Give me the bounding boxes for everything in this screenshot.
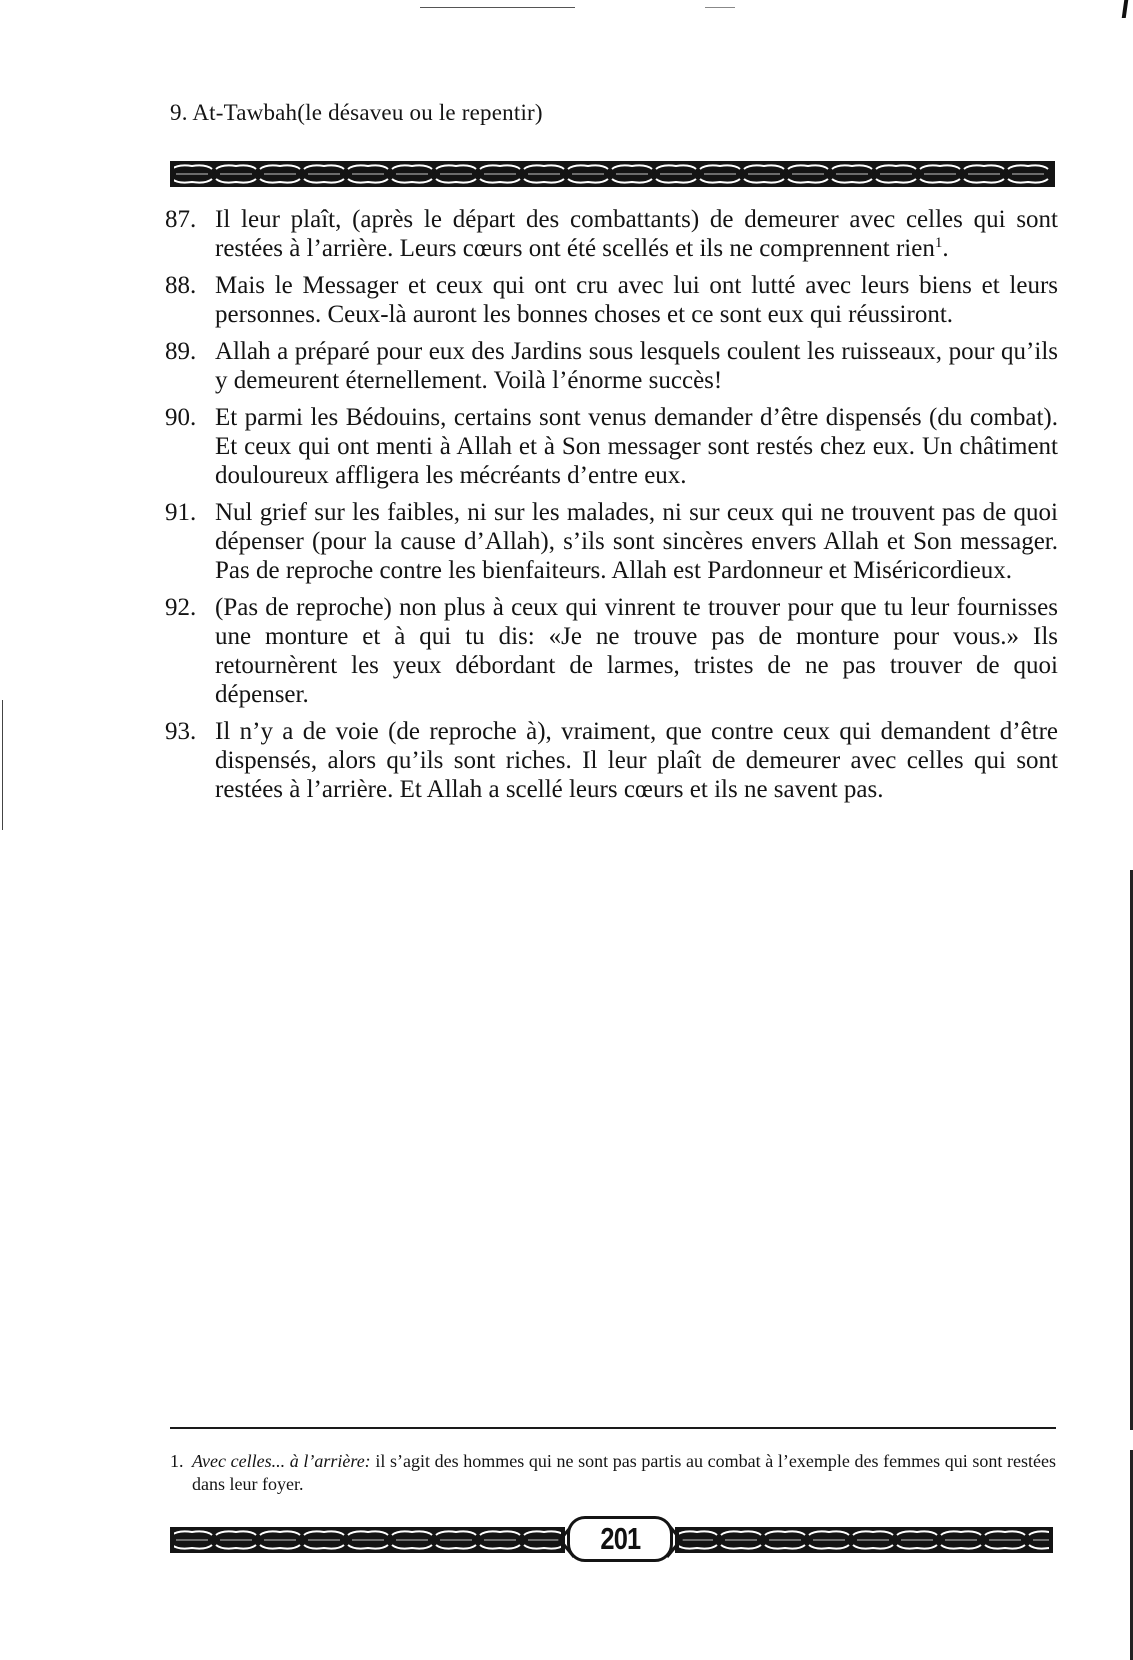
footnote	[170, 1450, 1056, 1496]
verse-93	[165, 717, 1058, 804]
page-number-cartouche	[567, 1516, 673, 1562]
running-title: 9. At-Tawbah(le désaveu ou le repentir)	[170, 100, 543, 125]
verse-text: Il leur plaît, (après le départ des combattants) de demeurer avec celles qui sont restées à l’arrière. Leurs cœurs ont été scellés et ils ne comprennent rien	[215, 206, 1058, 262]
footnote-divider	[170, 1427, 1056, 1429]
verse-text: (Pas de reproche) non plus à ceux qui vinrent te trouver pour que tu leur fournisses une monture et à qui tu dis: «Je ne trouve pas de monture pour vous.» Ils retournèrent les yeux débordant de larmes, tristes de ne pas trouver de quoi dépenser.	[215, 594, 1058, 708]
verse-90	[165, 403, 1058, 490]
verse-text: Il n’y a de voie (de reproche à), vraiment, que contre ceux qui demandent d’être dispensés, alors qu’ils sont riches. Il leur plaît de demeurer avec celles qui sont restées à l’arrière. Et Allah a scellé leurs cœurs et ils ne savent pas.	[215, 718, 1058, 803]
verse-88	[165, 271, 1058, 329]
verse-number: 91.	[165, 499, 197, 526]
verse-87	[165, 205, 1058, 263]
verse-text: Et parmi les Bédouins, certains sont venus demander d’être dispensés (du combat). Et ceux qui ont menti à Allah et à Son messager sont restés chez eux. Un châtiment douloureux affligera les mécréants d’entre eux.	[215, 404, 1058, 489]
ornament-pattern	[170, 161, 1055, 187]
verse-number: 88.	[165, 272, 197, 299]
ornament-pattern	[170, 1527, 565, 1553]
verse-91	[165, 498, 1058, 585]
verse-92	[165, 593, 1058, 709]
scan-artifact-line	[705, 7, 735, 8]
verse-number: 93.	[165, 718, 197, 745]
footnote-number: 1.	[170, 1451, 184, 1471]
verse-text: Allah a préparé pour eux des Jardins sous lesquels coulent les ruisseaux, pour qu’ils y demeurent éternellement. Voilà l’énorme succès!	[215, 338, 1058, 394]
verse-89	[165, 337, 1058, 395]
verse-number: 92.	[165, 594, 197, 621]
footer-ornament-left	[170, 1527, 565, 1553]
footer-ornament-right	[675, 1527, 1053, 1553]
footnote-term: Avec celles... à l’arrière:	[192, 1451, 371, 1471]
scan-artifact-line	[420, 7, 575, 8]
verse-list	[165, 205, 1058, 812]
scan-edge-left	[2, 700, 3, 830]
verse-number: 90.	[165, 404, 197, 431]
footnote-text: il s’agit des hommes qui ne sont pas partis au combat à l’exemple des femmes qui sont restées dans leur foyer.	[192, 1451, 1057, 1494]
verse-number: 87.	[165, 206, 197, 233]
decorative-ornament-band	[170, 161, 1055, 187]
verse-text: Nul grief sur les faibles, ni sur les malades, ni sur ceux qui ne trouvent pas de quoi dépenser (pour la cause d’Allah), s’ils sont sincères envers Allah et Son messager. Pas de reproche contre les bienfaiteurs. Allah est Pardonneur et Miséricordieux.	[215, 499, 1058, 584]
verse-text-end: .	[942, 235, 949, 262]
footnote-reference[interactable]: 1	[934, 235, 943, 251]
ornament-pattern	[675, 1527, 1053, 1553]
verse-number: 89.	[165, 338, 197, 365]
verse-text: Mais le Messager et ceux qui ont cru avec lui ont lutté avec leurs biens et leurs personnes. Ceux-là auront les bonnes choses et ce sont eux qui réussiront.	[215, 272, 1058, 328]
page-number: 201	[600, 1521, 640, 1556]
scan-corner-mark	[1122, 0, 1129, 18]
